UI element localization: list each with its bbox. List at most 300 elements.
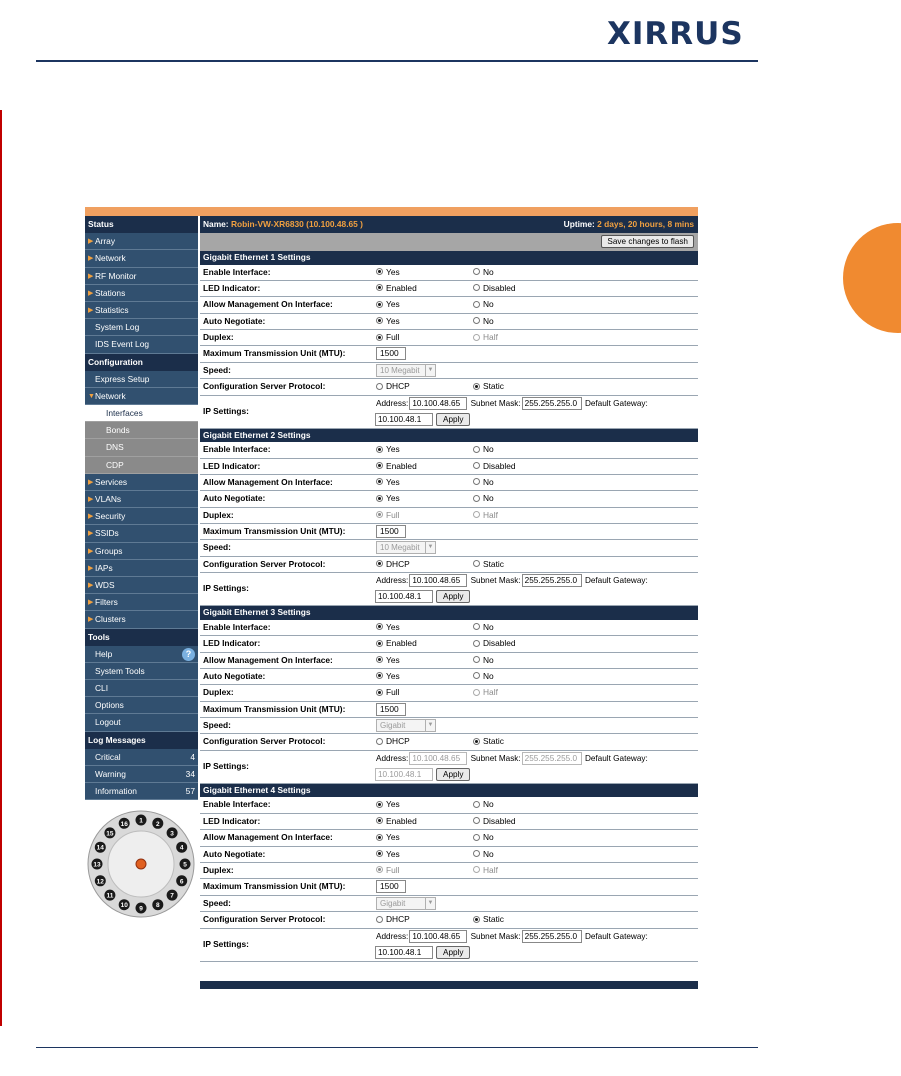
enable-yes-radio[interactable] [376,442,400,458]
mgmt-no-radio[interactable] [473,653,494,669]
expand-arrow-icon: ▶ [88,478,94,486]
iap-radio-16[interactable] [119,818,130,829]
radio-button-icon [473,383,480,390]
option-label: No [483,621,494,632]
default-gateway-input[interactable]: 10.100.48.1 [375,946,433,959]
iap-radio-10[interactable] [119,899,130,910]
duplex-label: Duplex: [203,864,234,875]
iap-radio-number: 8 [155,902,160,910]
sidebar-item-label: Warning [95,769,126,779]
sidebar-item-groups[interactable] [85,543,198,560]
iap-radio-number: 16 [120,820,128,828]
option-label: Yes [386,476,400,487]
radio-button-icon [473,317,480,324]
radio-button-icon [473,916,480,923]
config-server-protocol-label: Configuration Server Protocol: [203,381,326,392]
radio-button-icon [473,268,480,275]
expand-arrow-icon: ▼ [88,392,95,400]
autoneg-yes-radio[interactable] [376,314,400,330]
sidebar-item-label: Critical [95,751,121,762]
sidebar-item-wds[interactable] [85,577,198,594]
option-label: Yes [386,266,400,277]
default-gateway-input[interactable]: 10.100.48.1 [375,590,433,603]
option-label: Static [483,381,504,392]
sidebar-item-label: Network [95,253,126,264]
mtu-input[interactable]: 1500 [376,880,406,893]
sidebar-item-help[interactable] [85,646,198,663]
allow-management-label: Allow Management On Interface: [203,654,333,665]
sidebar-item-iaps[interactable] [85,560,198,577]
xirrus-logo: XIRRUS [607,16,744,52]
allow-management-row [200,475,698,491]
sidebar-item-label: RF Monitor [95,270,137,281]
default-gateway-input[interactable]: 10.100.48.1 [375,413,433,426]
mgmt-no-radio[interactable] [473,830,494,846]
chapter-tab-marker [843,223,901,333]
led-indicator-label: LED Indicator: [203,282,261,293]
subnet-mask-label: Subnet Mask: [470,931,521,941]
option-label: Static [483,558,504,569]
radio-button-icon [473,738,480,745]
expand-arrow-icon: ▶ [88,616,94,624]
iap-radio-number: 7 [170,892,174,900]
duplex-row [200,685,698,701]
option-label: DHCP [386,914,410,925]
sidebar-subitem-interfaces[interactable]: Interfaces [85,405,198,422]
speed-value: 10 Megabit [380,543,420,553]
log-count: 57 [185,786,195,797]
autoneg-no-radio[interactable] [473,491,494,507]
auto-negotiate-label: Auto Negotiate: [203,848,266,859]
sidebar-item-label: SSIDs [95,528,119,539]
duplex-half-radio [473,863,498,879]
csp-static-radio[interactable] [473,379,504,395]
led-enabled-radio[interactable] [376,636,417,652]
option-label: Half [483,864,498,875]
autoneg-no-radio[interactable] [473,847,494,863]
mgmt-yes-radio[interactable] [376,653,400,669]
option-label: Disabled [483,638,516,649]
apply-button[interactable]: Apply [436,946,470,959]
enable-no-radio[interactable] [473,620,494,636]
option-label: No [483,299,494,310]
sidebar-subitem-dns[interactable]: DNS [85,439,198,456]
iap-radio-6[interactable] [176,875,187,886]
sidebar-item-critical[interactable] [85,749,198,766]
expand-arrow-icon: ▶ [88,272,94,280]
panel-footer [200,981,698,989]
sidebar-item-label: System Tools [95,665,145,676]
iap-radio-1[interactable] [136,815,147,826]
default-gateway-label: Default Gateway: [584,398,648,408]
array-iap-dial[interactable] [85,802,198,927]
sidebar-item-express-setup[interactable] [85,371,198,388]
duplex-label: Duplex: [203,687,234,698]
radio-button-icon [473,866,480,873]
mtu-input[interactable]: 1500 [376,703,406,716]
mtu-input[interactable]: 1500 [376,347,406,360]
radio-button-icon [376,478,383,485]
enable-yes-radio[interactable] [376,797,400,813]
csp-dhcp-radio[interactable] [376,379,410,395]
subnet-mask-input[interactable]: 255.255.255.0 [522,574,582,587]
address-input: 10.100.48.65 [409,752,467,765]
led-enabled-radio[interactable] [376,459,417,475]
enable-no-radio[interactable] [473,797,494,813]
option-label: Yes [386,299,400,310]
enable-interface-label: Enable Interface: [203,799,271,810]
csp-static-radio[interactable] [473,734,504,750]
speed-label: Speed: [203,720,231,731]
radio-button-icon [376,689,383,696]
sidebar-item-array[interactable] [85,233,198,250]
option-label: Yes [386,654,400,665]
radio-button-icon [473,334,480,341]
sidebar-item-label: IAPs [95,562,113,573]
auto-negotiate-label: Auto Negotiate: [203,670,266,681]
speed-select [376,719,436,732]
mgmt-yes-radio[interactable] [376,475,400,491]
radio-button-icon [376,656,383,663]
led-enabled-radio[interactable] [376,814,417,830]
option-label: Enabled [386,638,417,649]
sidebar-item-warning[interactable] [85,766,198,783]
toolbar [200,233,698,251]
iap-radio-8[interactable] [152,899,163,910]
sidebar-subitem-bonds[interactable]: Bonds [85,422,198,439]
allow-management-row [200,830,698,846]
radio-button-icon [473,672,480,679]
duplex-half-radio [473,330,498,346]
address-input[interactable]: 10.100.48.65 [409,397,467,410]
address-label: Address: [376,398,409,408]
option-label: No [483,266,494,277]
enable-yes-radio[interactable] [376,265,400,281]
duplex-full-radio [376,863,400,879]
iap-radio-number: 1 [139,817,143,825]
chevron-down-icon: ▼ [425,542,435,553]
enable-no-radio[interactable] [473,442,494,458]
sidebar-subitem-cdp[interactable]: CDP [85,457,198,474]
iap-radio-9[interactable] [136,903,147,914]
radio-button-icon [376,462,383,469]
sidebar-item-label: Groups [95,545,123,556]
subnet-mask-input: 255.255.255.0 [522,752,582,765]
radio-button-icon [376,640,383,647]
sidebar-item-clusters[interactable] [85,611,198,628]
ip-settings-label: IP Settings: [203,760,249,771]
auto-negotiate-label: Auto Negotiate: [203,315,266,326]
sidebar-item-label: Stations [95,287,126,298]
led-disabled-radio[interactable] [473,636,516,652]
enable-no-radio[interactable] [473,265,494,281]
sidebar-item-logout[interactable] [85,714,198,731]
speed-select [376,364,436,377]
sidebar-item-information[interactable] [85,783,198,800]
ip-settings-label: IP Settings: [203,583,249,594]
gateway-line [375,768,470,781]
auto-negotiate-row [200,847,698,863]
ip-settings-row [200,751,698,784]
iap-radio-15[interactable] [104,827,115,838]
radio-button-icon [376,383,383,390]
mgmt-no-radio[interactable] [473,475,494,491]
option-label: Full [386,332,400,343]
option-label: No [483,444,494,455]
iap-radio-14[interactable] [95,842,106,853]
auto-negotiate-label: Auto Negotiate: [203,493,266,504]
option-label: Enabled [386,460,417,471]
sidebar-item-network[interactable] [85,250,198,267]
autoneg-yes-radio[interactable] [376,669,400,685]
iap-radio-13[interactable] [92,859,103,870]
enable-yes-radio[interactable] [376,620,400,636]
radio-button-icon [376,334,383,341]
led-indicator-row [200,459,698,475]
sidebar-item-network[interactable] [85,388,198,405]
status-bar [200,216,698,233]
radio-button-icon [376,672,383,679]
radio-button-icon [376,284,383,291]
iap-radio-2[interactable] [152,818,163,829]
radio-button-icon [376,850,383,857]
mtu-label: Maximum Transmission Unit (MTU): [203,703,346,714]
ip-fields [375,930,649,943]
section-title: Gigabit Ethernet 1 Settings [200,251,698,265]
sidebar-nav [85,216,198,800]
web-management-window [85,207,698,989]
option-label: Static [483,736,504,747]
sidebar-item-options[interactable] [85,697,198,714]
address-input[interactable]: 10.100.48.65 [409,574,467,587]
sidebar-item-security[interactable] [85,508,198,525]
enable-interface-row [200,442,698,458]
speed-select [376,541,436,554]
radio-button-icon [473,689,480,696]
option-label: No [483,476,494,487]
duplex-full-radio[interactable] [376,685,400,701]
autoneg-yes-radio[interactable] [376,847,400,863]
sidebar-item-label: Options [95,700,124,711]
mtu-row [200,346,698,362]
csp-static-radio[interactable] [473,912,504,928]
ip-fields [375,752,649,765]
iap-radio-11[interactable] [104,890,115,901]
mtu-input[interactable]: 1500 [376,525,406,538]
mtu-row [200,879,698,895]
sidebar-item-cli[interactable] [85,680,198,697]
radio-button-icon [376,317,383,324]
radio-button-icon [376,495,383,502]
radio-button-icon [376,817,383,824]
duplex-row [200,330,698,346]
duplex-row [200,863,698,879]
option-label: No [483,848,494,859]
radio-button-icon [473,284,480,291]
autoneg-no-radio[interactable] [473,314,494,330]
expand-arrow-icon: ▶ [88,496,94,503]
sidebar-item-label: Network [95,390,126,401]
option-label: Half [483,332,498,343]
autoneg-yes-radio[interactable] [376,491,400,507]
iap-radio-7[interactable] [167,890,178,901]
uptime-label: Uptime: [563,219,595,229]
allow-management-label: Allow Management On Interface: [203,832,333,843]
speed-row [200,718,698,734]
default-gateway-label: Default Gateway: [584,576,648,586]
enable-interface-label: Enable Interface: [203,266,271,277]
array-hub-icon [136,859,146,869]
sidebar-item-statistics[interactable] [85,302,198,319]
option-label: Yes [386,621,400,632]
sidebar-item-rf-monitor[interactable] [85,268,198,285]
radio-button-icon [473,801,480,808]
expand-arrow-icon: ▶ [88,238,94,246]
apply-button[interactable]: Apply [436,590,470,603]
duplex-full-radio [376,508,400,524]
sidebar-item-label: Array [95,236,116,247]
option-label: Yes [386,848,400,859]
csp-dhcp-radio[interactable] [376,557,410,573]
expand-arrow-icon: ▶ [88,530,94,538]
sidebar-item-vlans[interactable] [85,491,198,508]
expand-arrow-icon: ▶ [88,564,94,572]
speed-row [200,363,698,379]
radio-button-icon [473,511,480,518]
led-enabled-radio[interactable] [376,281,417,297]
name-label: Name: [203,219,229,229]
sidebar-item-label: Logout [95,717,121,728]
autoneg-no-radio[interactable] [473,669,494,685]
apply-button[interactable]: Apply [436,413,470,426]
chevron-down-icon: ▼ [425,365,435,376]
iap-radio-5[interactable] [180,859,191,870]
ip-settings-row [200,929,698,962]
sidebar-item-filters[interactable] [85,594,198,611]
iap-radio-number: 4 [179,844,184,852]
radio-button-icon [376,866,383,873]
option-label: Half [483,509,498,520]
radio-button-icon [473,817,480,824]
option-label: Yes [386,444,400,455]
led-disabled-radio[interactable] [473,814,516,830]
sidebar-section-log-messages: Log Messages [85,732,198,749]
address-input[interactable]: 10.100.48.65 [409,930,467,943]
option-label: No [483,654,494,665]
sidebar-item-ssids[interactable] [85,525,198,542]
option-label: DHCP [386,381,410,392]
speed-value: 10 Megabit [380,365,420,375]
radio-button-icon [473,850,480,857]
config-server-protocol-label: Configuration Server Protocol: [203,736,326,747]
section-title: Gigabit Ethernet 3 Settings [200,606,698,620]
radio-button-icon [376,834,383,841]
iap-radio-12[interactable] [95,875,106,886]
subnet-mask-input[interactable]: 255.255.255.0 [522,397,582,410]
option-label: No [483,799,494,810]
mgmt-yes-radio[interactable] [376,297,400,313]
allow-management-label: Allow Management On Interface: [203,299,333,310]
radio-button-icon [376,268,383,275]
option-label: No [483,670,494,681]
sidebar-item-label: Help [95,648,113,659]
help-icon[interactable]: ? [182,648,195,661]
duplex-half-radio [473,508,498,524]
led-indicator-label: LED Indicator: [203,460,261,471]
speed-label: Speed: [203,364,231,375]
mtu-row [200,702,698,718]
header-rule [36,60,758,62]
iap-radio-4[interactable] [176,842,187,853]
allow-management-row [200,297,698,313]
apply-button[interactable]: Apply [436,768,470,781]
led-disabled-radio[interactable] [473,281,516,297]
mtu-label: Maximum Transmission Unit (MTU): [203,348,346,359]
chevron-down-icon: ▼ [425,720,435,731]
auto-negotiate-row [200,314,698,330]
option-label: Half [483,687,498,698]
address-label: Address: [376,576,409,586]
radio-button-icon [473,446,480,453]
allow-management-label: Allow Management On Interface: [203,476,333,487]
duplex-full-radio[interactable] [376,330,400,346]
subnet-mask-label: Subnet Mask: [470,576,521,586]
duplex-row [200,508,698,524]
iap-radio-number: 2 [155,820,160,828]
subnet-mask-input[interactable]: 255.255.255.0 [522,930,582,943]
ip-settings-row [200,396,698,429]
radio-button-icon [473,478,480,485]
iap-radio-number: 11 [106,892,114,900]
config-server-protocol-row [200,379,698,395]
margin-rule [0,110,2,1026]
radio-button-icon [376,801,383,808]
speed-value: Gigabit [380,721,406,731]
sidebar-item-ids-event-log[interactable] [85,336,198,353]
expand-arrow-icon: ▶ [88,599,94,607]
mgmt-no-radio[interactable] [473,297,494,313]
sidebar-section-status: Status [85,216,198,233]
sidebar-item-label: Express Setup [95,373,150,384]
csp-static-radio[interactable] [473,557,504,573]
mgmt-yes-radio[interactable] [376,830,400,846]
save-to-flash-button[interactable]: Save changes to flash [601,235,694,248]
expand-arrow-icon: ▶ [88,306,94,314]
expand-arrow-icon: ▶ [88,255,94,263]
csp-dhcp-radio[interactable] [376,734,410,750]
log-count: 4 [190,751,195,762]
iap-radio-3[interactable] [167,827,178,838]
sidebar-item-system-tools[interactable] [85,663,198,680]
speed-row [200,540,698,556]
sidebar-item-label: IDS Event Log [95,339,150,350]
main-panel [200,216,698,989]
radio-button-icon [473,462,480,469]
csp-dhcp-radio[interactable] [376,912,410,928]
led-disabled-radio[interactable] [473,459,516,475]
radio-button-icon [376,301,383,308]
radio-button-icon [376,446,383,453]
radio-button-icon [376,738,383,745]
sidebar-item-system-log[interactable] [85,319,198,336]
sidebar-item-label: VLANs [95,494,122,504]
option-label: Yes [386,493,400,504]
option-label: Full [386,687,400,698]
sidebar-item-services[interactable] [85,474,198,491]
sidebar-item-stations[interactable] [85,285,198,302]
option-label: DHCP [386,736,410,747]
chevron-down-icon: ▼ [425,898,435,909]
